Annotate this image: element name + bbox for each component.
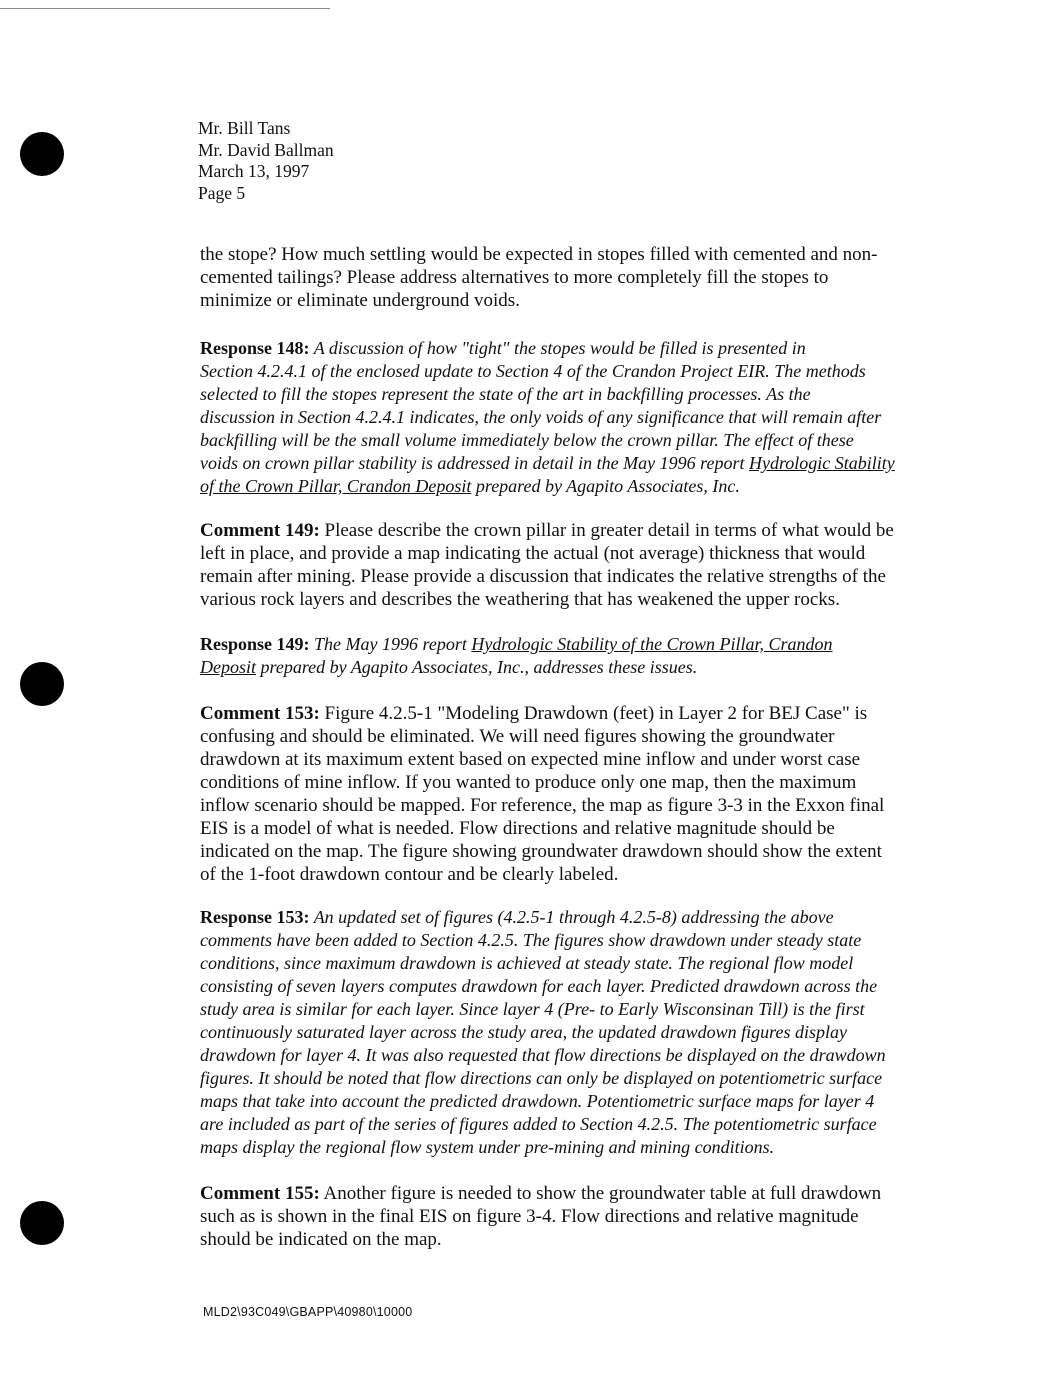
text-line: conditions of mine inflow. If you wanted to produce only one map, then the maximum (200, 772, 857, 793)
comment-label: Comment 155: (200, 1183, 320, 1204)
text-line: remain after mining. Please provide a discussion that indicates the relative strengths of the (200, 566, 886, 587)
text-line: Another figure is needed to show the groundwater table at full drawdown (319, 1183, 882, 1204)
text-line: A discussion of how "tight" the stopes would be filled is presented in (309, 338, 806, 358)
text-line: figures. It should be noted that flow directions can only be displayed on potentiometric surface (200, 1068, 883, 1088)
text-line: prepared by Agapito Associates, Inc. (471, 476, 740, 496)
text-line: backfilling will be the small volume immediately below the crown pillar. The effect of these (200, 430, 854, 450)
binder-hole-bottom (20, 1201, 64, 1245)
text-line: comments have been added to Section 4.2.5. The figures show drawdown under steady state (200, 930, 862, 950)
response-label: Response 148: (200, 338, 310, 358)
response-148 (200, 337, 982, 498)
text-line: left in place, and provide a map indicating the actual (not average) thickness that would (200, 543, 866, 564)
report-title: Hydrologic Stability (748, 453, 895, 473)
text-line: maps display the regional flow system under pre-mining and mining conditions. (200, 1137, 775, 1157)
text-line: EIS is a model of what is needed. Flow directions and relative magnitude should be (200, 818, 835, 839)
document-reference-footer: MLD2\93C049\GBAPP\40980\10000 (203, 1305, 413, 1319)
scan-edge-line (0, 8, 330, 9)
text-line: of the 1-foot drawdown contour and be clearly labeled. (200, 864, 619, 885)
text-line: are included as part of the series of figures added to Section 4.2.5. The potentiometric surface (200, 1114, 877, 1134)
binder-hole-middle (20, 662, 64, 706)
text-line: such as is shown in the final EIS on figure 3-4. Flow directions and relative magnitude (200, 1206, 859, 1227)
binder-hole-top (20, 132, 64, 176)
response-label: Response 153: (200, 907, 310, 927)
comment-149 (200, 519, 982, 611)
text-line: conditions, since maximum drawdown is achieved at steady state. The regional flow model (200, 953, 854, 973)
response-label: Response 149: (200, 634, 310, 654)
response-149 (200, 633, 982, 679)
text-line: consisting of seven layers computes drawdown for each layer. Predicted drawdown across the (200, 976, 878, 996)
response-153 (200, 906, 982, 1159)
text-line: Figure 4.2.5-1 "Modeling Drawdown (feet) in Layer 2 for BEJ Case" is (319, 703, 868, 724)
page-number: Page 5 (198, 182, 246, 203)
text-line: Please describe the crown pillar in greater detail in terms of what would be (319, 520, 894, 541)
recipient-2: Mr. David Ballman (198, 139, 334, 160)
comment-153 (200, 702, 982, 886)
text-line: drawdown for layer 4. It was also requested that flow directions be displayed on the drawdown (200, 1045, 886, 1065)
text-line: voids on crown pillar stability is addressed in detail in the May 1996 report (200, 453, 749, 473)
text-line: should be indicated on the map. (200, 1229, 442, 1250)
text-line: prepared by Agapito Associates, Inc., addresses these issues. (256, 657, 698, 677)
comment-label: Comment 149: (200, 520, 320, 541)
text-line: inflow scenario should be mapped. For reference, the map as figure 3-3 in the Exxon final (200, 795, 885, 816)
letter-header (198, 118, 334, 204)
report-title: Hydrologic Stability of the Crown Pillar, Crandon (471, 634, 833, 654)
text-line: the stope? How much settling would be expected in stopes filled with cemented and non- (200, 244, 878, 265)
text-line: indicated on the map. The figure showing groundwater drawdown should show the extent (200, 841, 882, 862)
letter-date: March 13, 1997 (198, 161, 310, 181)
report-title: Deposit (200, 657, 256, 677)
text-line: confusing and should be eliminated. We will need figures showing the groundwater (200, 726, 835, 747)
text-line: An updated set of figures (4.2.5-1 through 4.2.5-8) addressing the above (309, 907, 834, 927)
continuation-paragraph (200, 243, 982, 312)
text-line: cemented tailings? Please address alternatives to more completely fill the stopes to (200, 267, 829, 288)
text-line: Section 4.2.4.1 of the enclosed update to Section 4 of the Crandon Project EIR. The methods (200, 361, 866, 381)
text-line: The May 1996 report (309, 634, 472, 654)
comment-155 (200, 1182, 982, 1251)
text-line: minimize or eliminate underground voids. (200, 290, 520, 311)
text-line: discussion in Section 4.2.4.1 indicates, the only voids of any significance that will remain after (200, 407, 882, 427)
text-line: continuously saturated layer across the study area, the updated drawdown figures display (200, 1022, 847, 1042)
comment-label: Comment 153: (200, 703, 320, 724)
text-line: study area is similar for each layer. Since layer 4 (Pre- to Early Wisconsinan Till) is the first (200, 999, 865, 1019)
text-line: selected to fill the stopes represent the state of the art in backfilling processes. As the (200, 384, 811, 404)
report-title: of the Crown Pillar, Crandon Deposit (200, 476, 472, 496)
text-line: drawdown at its maximum extent based on expected mine inflow and under worst case (200, 749, 861, 770)
text-line: maps that take into account the predicted drawdown. Potentiometric surface maps for layer 4 (200, 1091, 875, 1111)
recipient-1: Mr. Bill Tans (198, 118, 291, 138)
text-line: various rock layers and describes the weathering that has weakened the upper rocks. (200, 589, 840, 610)
